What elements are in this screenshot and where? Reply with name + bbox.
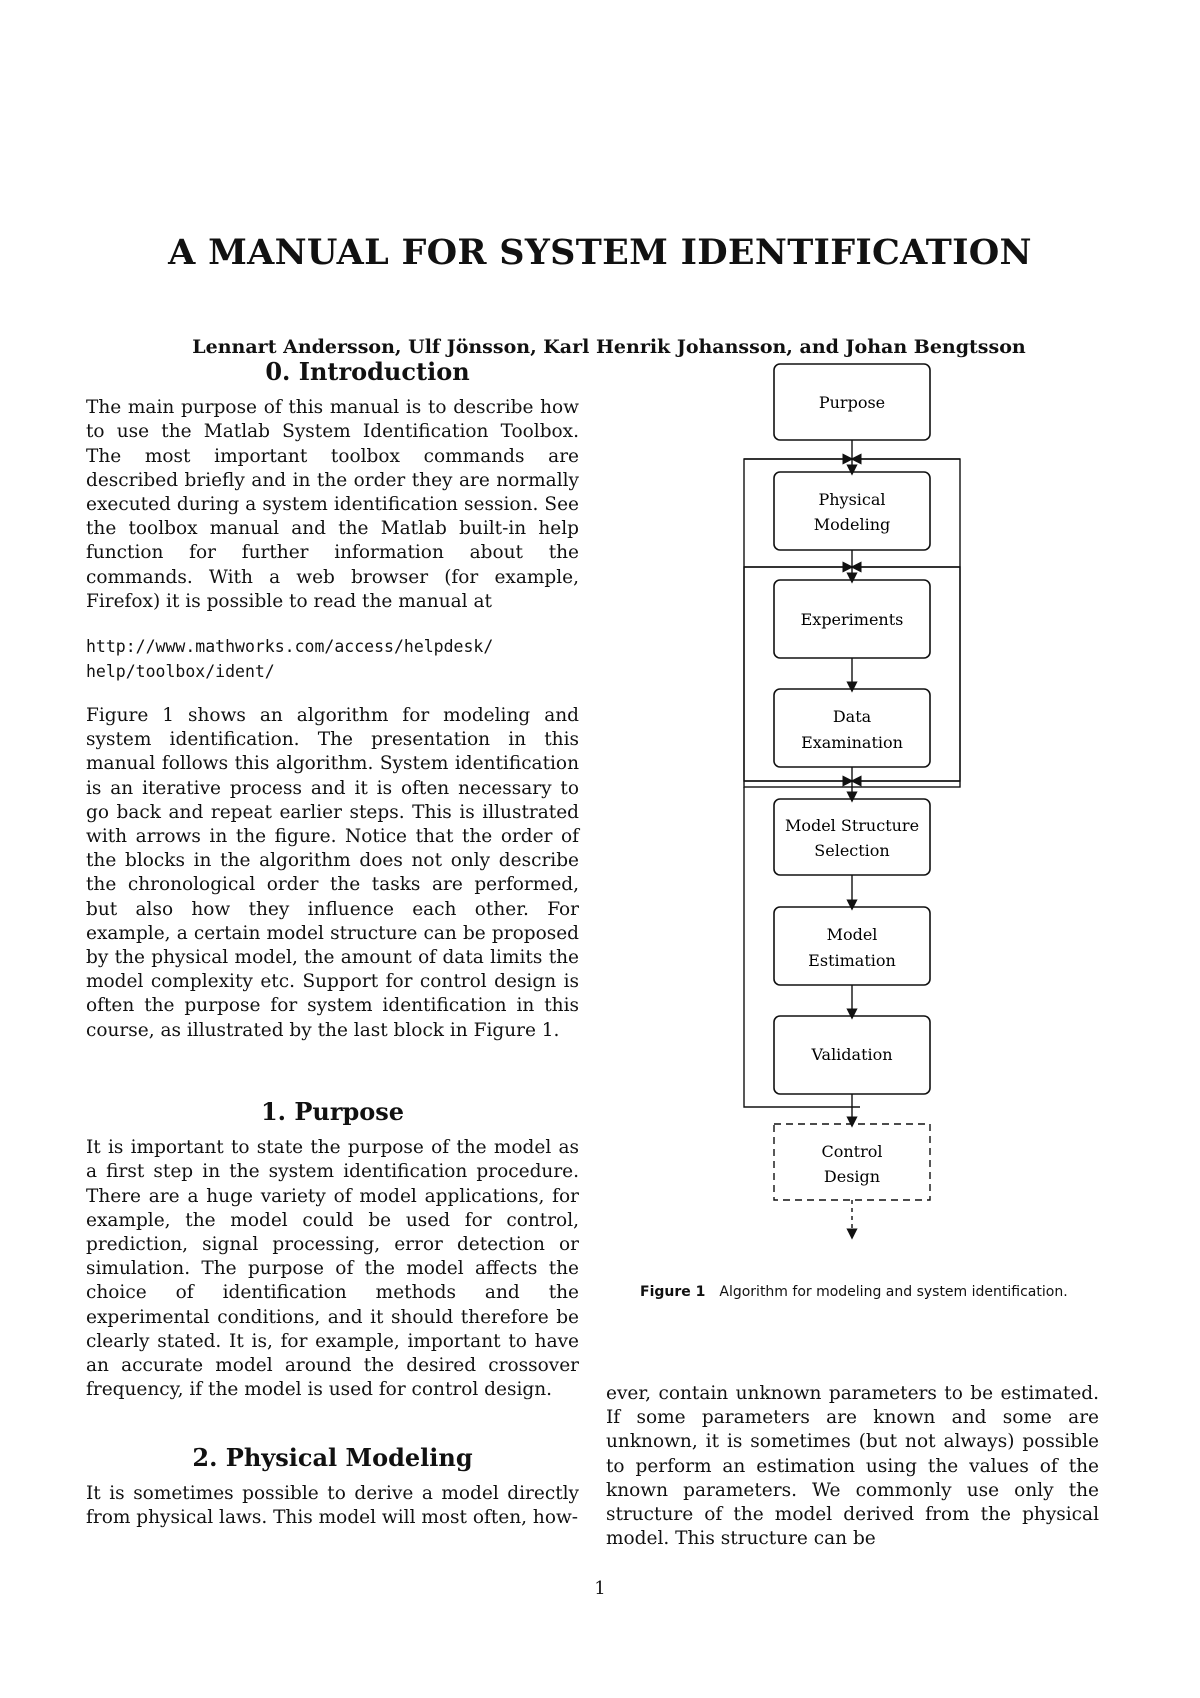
left-column-middle <box>86 1097 579 1402</box>
paper-title: A MANUAL FOR SYSTEM IDENTIFICATION <box>168 232 1032 273</box>
block-model-estimation <box>774 907 930 985</box>
algorithm-flowchart <box>730 362 970 1246</box>
figure-caption-text: Algorithm for modeling and system identification. <box>719 1284 1068 1300</box>
manual-url-line-1: http://www.mathworks.com/access/helpdesk/ <box>86 637 494 657</box>
block-model-structure-line1: Model Structure <box>784 816 920 835</box>
purpose-paragraph: It is important to state the purpose of the model as a first step in the system identification procedure. There are a huge variety of model applications, for example, the model could be used for control, prediction, signal processing, error detection or simulation. The purpose of the model affects the choice of identification methods and the experimental conditions, and it should therefore be clearly stated. It is, for example, important to have an accurate model around the desired crossover frequency, if the model is used for control design. <box>86 1137 579 1401</box>
block-physical-modeling-line1: Physical <box>818 490 886 509</box>
physical-modeling-paragraph-start: It is sometimes possible to derive a model directly from physical laws. This model will most often, how- <box>86 1483 579 1529</box>
intro-paragraph-1: The main purpose of this manual is to describe how to use the Matlab System Identification Toolbox. The most important toolbox commands are described briefly and in the order they are normally executed during a system identification session. See the toolbox manual and the Matlab built-in help function for further information about the commands. With a web browser (for example, Firefox) it is possible to read the manual at <box>86 397 579 612</box>
block-model-structure-selection <box>774 799 930 875</box>
figure-caption <box>640 1282 1080 1303</box>
section-heading-introduction: 0. Introduction <box>265 357 470 386</box>
block-purpose <box>774 364 930 440</box>
block-model-estimation-line1: Model <box>826 925 878 944</box>
block-purpose-label: Purpose <box>818 393 886 412</box>
section-heading-physical-modeling: 2. Physical Modeling <box>192 1443 473 1472</box>
left-column-top <box>86 357 579 1043</box>
block-data-examination <box>774 689 930 767</box>
block-model-structure-line2: Selection <box>814 841 890 860</box>
right-column-bottom <box>606 1382 1099 1551</box>
block-experiments-label: Experiments <box>800 610 904 629</box>
physical-modeling-paragraph-cont: ever, contain unknown parameters to be estimated. If some parameters are known and some are unknown, it is sometimes (but not always) possible to perform an estimation using the values of the known parameters. We commonly use only the structure of the model derived from the physical model. This structure can be <box>606 1383 1099 1550</box>
block-physical-modeling <box>774 472 930 550</box>
block-physical-modeling-line2: Modeling <box>813 515 891 534</box>
block-model-estimation-line2: Estimation <box>808 951 896 970</box>
page-number: 1 <box>594 1578 606 1599</box>
block-validation <box>774 1016 930 1094</box>
author-list: Lennart Andersson, Ulf Jönsson, Karl Henrik Johansson, and Johan Bengtsson <box>192 336 1026 358</box>
block-data-examination-line1: Data <box>832 707 872 726</box>
block-experiments <box>774 580 930 658</box>
manual-url-line-2: help/toolbox/ident/ <box>86 662 275 682</box>
intro-paragraph-2: Figure 1 shows an algorithm for modeling and system identification. The presentation in this manual follows this algorithm. System identification is an iterative process and it is often necessary to go back and repeat earlier steps. This is illustrated with arrows in the figure. Notice that the order of the blocks in the algorithm does not only describe the chronological order the tasks are performed, but also how they influence each other. For example, a certain model structure can be proposed by the physical model, the amount of data limits the model complexity etc. Support for control design is often the purpose for system identification in this course, as illustrated by the last block in Figure 1. <box>86 705 579 1041</box>
flowchart-svg <box>730 362 970 1242</box>
block-control-design-line2: Design <box>823 1167 881 1186</box>
figure-caption-label: Figure 1 <box>640 1284 706 1300</box>
section-heading-purpose: 1. Purpose <box>260 1097 405 1126</box>
block-control-design <box>774 1124 930 1200</box>
block-data-examination-line2: Examination <box>801 733 903 752</box>
left-column-bottom <box>86 1443 579 1531</box>
block-control-design-line1: Control <box>821 1142 883 1161</box>
block-validation-label: Validation <box>811 1045 893 1064</box>
